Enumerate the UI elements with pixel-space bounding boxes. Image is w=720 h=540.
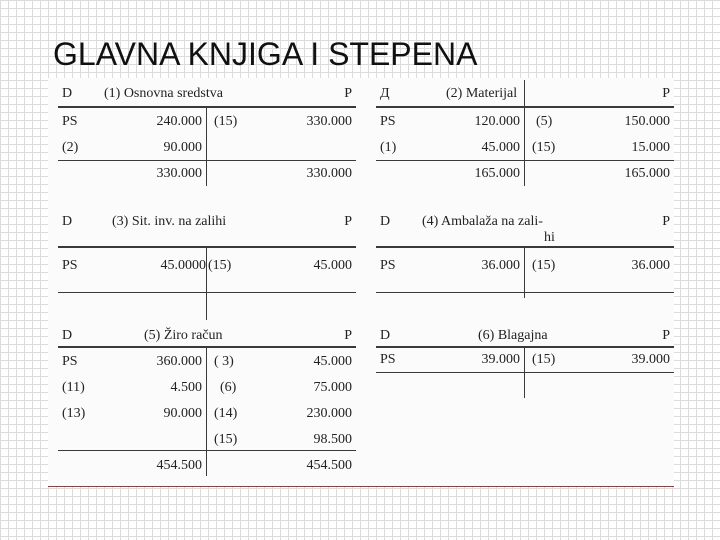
debit-entry-label: PS xyxy=(62,114,78,129)
credit-label: P xyxy=(662,214,670,229)
account-blagajna xyxy=(376,326,674,398)
t-account-top-line xyxy=(376,106,674,108)
debit-entry-label: PS xyxy=(380,258,396,273)
debit-label: D xyxy=(62,86,73,101)
credit-entry-label: (15) xyxy=(532,352,556,367)
debit-total: 454.500 xyxy=(156,458,202,473)
account-name: (3) Sit. inv. na zalihi xyxy=(112,214,227,229)
debit-label: D xyxy=(62,214,73,229)
credit-entry-label: (15) xyxy=(208,258,232,273)
debit-total: 330.000 xyxy=(156,166,202,181)
debit-entry-value: 39.000 xyxy=(481,352,520,367)
debit-entry-label: (13) xyxy=(62,406,86,421)
debit-entry-label: PS xyxy=(380,352,396,367)
account-ziro-racun xyxy=(58,326,356,476)
debit-entry-value: 90.000 xyxy=(163,406,202,421)
account-materijal xyxy=(376,84,674,186)
t-account-total-line xyxy=(58,450,356,451)
t-account-top-line xyxy=(376,246,674,248)
account-name-line-1: (4) Ambalaža na zali- xyxy=(422,214,543,229)
debit-entry-value: 45.0000 xyxy=(160,258,206,273)
debit-label: Д xyxy=(380,86,390,101)
t-account-middle-line xyxy=(206,246,207,320)
credit-entry-value: 45.000 xyxy=(313,354,352,369)
account-name: (2) Materijal xyxy=(446,86,518,101)
credit-entry-value: 45.000 xyxy=(313,258,352,273)
credit-total: 454.500 xyxy=(306,458,352,473)
t-account-top-line xyxy=(58,106,356,108)
debit-entry-value: 45.000 xyxy=(481,140,520,155)
debit-entry-label: (2) xyxy=(62,140,79,155)
debit-entry-label: (1) xyxy=(380,140,397,155)
debit-entry-label: PS xyxy=(380,114,396,129)
credit-label: P xyxy=(662,86,670,101)
debit-entry-value: 36.000 xyxy=(481,258,520,273)
account-ambalaza xyxy=(376,212,674,298)
credit-entry-label: ( 3) xyxy=(214,354,234,369)
t-account-total-line xyxy=(376,292,674,293)
credit-entry-value: 36.000 xyxy=(631,258,670,273)
debit-entry-label: (11) xyxy=(62,380,85,395)
account-sitan-inventar xyxy=(58,212,356,320)
t-account-middle-line xyxy=(524,246,525,298)
credit-entry-value: 330.000 xyxy=(306,114,352,129)
account-name: (6) Blagajna xyxy=(478,328,548,343)
t-account-top-line xyxy=(58,246,356,248)
debit-entry-value: 90.000 xyxy=(163,140,202,155)
t-account-total-line xyxy=(376,160,674,161)
t-account-total-line xyxy=(58,160,356,161)
credit-total: 330.000 xyxy=(306,166,352,181)
ledger-scan xyxy=(48,78,674,487)
debit-entry-label: PS xyxy=(62,258,78,273)
account-name-line-2: hi xyxy=(544,230,555,245)
debit-label: D xyxy=(62,328,73,343)
t-account-total-line xyxy=(376,372,674,373)
debit-entry-value: 120.000 xyxy=(474,114,520,129)
t-account-middle-line xyxy=(206,106,207,186)
credit-entry-label: (15) xyxy=(532,258,556,273)
debit-label: D xyxy=(380,328,391,343)
credit-label: P xyxy=(662,328,670,343)
credit-entry-value: 39.000 xyxy=(631,352,670,367)
credit-label: P xyxy=(344,214,352,229)
credit-label: P xyxy=(344,328,352,343)
t-account-top-line xyxy=(376,346,674,348)
credit-entry-label: (6) xyxy=(220,380,237,395)
debit-label: D xyxy=(380,214,391,229)
debit-total: 165.000 xyxy=(474,166,520,181)
credit-entry-label: (14) xyxy=(214,406,238,421)
credit-entry-value: 150.000 xyxy=(624,114,670,129)
credit-entry-value: 15.000 xyxy=(631,140,670,155)
debit-entry-label: PS xyxy=(62,354,78,369)
t-account-top-line xyxy=(58,346,356,348)
account-name: (5) Žiro račun xyxy=(144,328,223,343)
credit-label: P xyxy=(344,86,352,101)
credit-entry-label: (15) xyxy=(214,432,238,447)
slide-title: GLAVNA KNJIGA I STEPENA xyxy=(53,36,478,72)
credit-entry-label: (15) xyxy=(532,140,556,155)
account-osnovna-sredstva xyxy=(58,84,356,186)
credit-entry-value: 98.500 xyxy=(313,432,352,447)
credit-entry-value: 230.000 xyxy=(306,406,352,421)
account-name: (1) Osnovna sredstva xyxy=(104,86,223,101)
credit-entry-value: 75.000 xyxy=(313,380,352,395)
credit-total: 165.000 xyxy=(624,166,670,181)
debit-entry-value: 240.000 xyxy=(156,114,202,129)
debit-entry-value: 360.000 xyxy=(156,354,202,369)
debit-entry-value: 4.500 xyxy=(170,380,202,395)
credit-entry-label: (5) xyxy=(536,114,553,129)
credit-entry-label: (15) xyxy=(214,114,238,129)
t-account-middle-line xyxy=(524,80,525,186)
t-account-middle-line xyxy=(206,346,207,476)
t-account-total-line xyxy=(58,292,356,293)
